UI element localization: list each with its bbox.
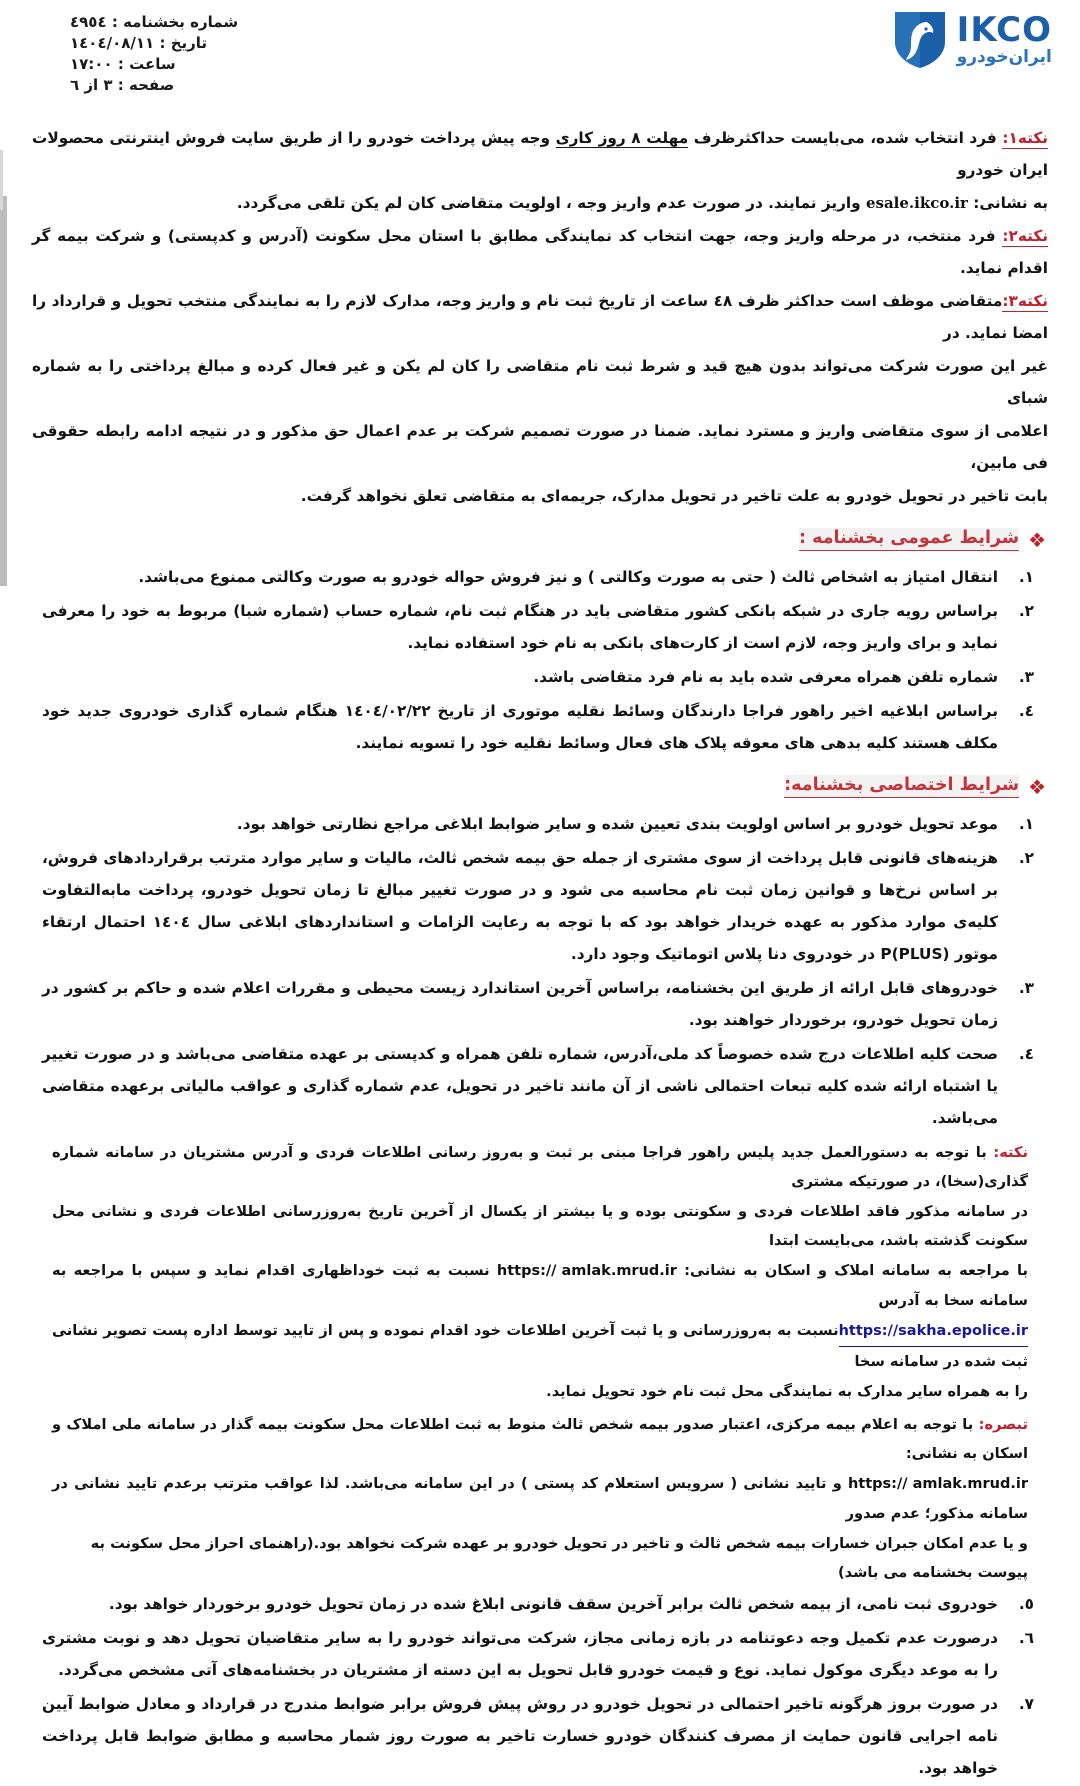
circular-number-row	[70, 12, 320, 33]
list-item-number: ٧.	[1018, 1695, 1034, 1713]
note-1-cont-after: واریز نمایند. در صورت عدم واریز وجه ، اولویت متقاضی کان لم یکن تلقی می‌گردد.	[236, 194, 866, 212]
circular-number-value: ٤٩٥٤	[70, 13, 107, 31]
note-1-paragraph	[18, 122, 1062, 186]
list-item-number: ٢.	[1018, 849, 1034, 867]
note-1-continuation	[18, 187, 1062, 219]
note-2-text: فرد منتخب، در مرحله واریز وجه، جهت انتخاب کد نمایندگی مطابق با استان محل سکونت (آدرس و کدپستی) و شرکت بیمه گر اقدام نماید.	[32, 227, 1048, 277]
ikco-logo-text	[956, 9, 1052, 67]
list-item	[42, 695, 1034, 759]
tabsareh-label: تبصره:	[978, 1416, 1028, 1433]
police-note-line-1	[52, 1138, 1028, 1196]
list-item-text: صحت کلیه اطلاعات درج شده خصوصاً کد ملی،آدرس، شماره تلفن همراه و کدپستی بر عهده متقاضی می‌باشد و در صورت تغییر یا اشتباه ارائه شده کلیه تبعات احتمالی ناشی از آن مانند تاخیر در تحویل، عدم شماره گذاری و عواقب مالیاتی برعهده متقاضی می‌باشد.	[42, 1045, 998, 1127]
circular-date-label: تاریخ :	[159, 34, 208, 52]
section-title-general: شرایط عمومی بخشنامه :	[799, 528, 1019, 551]
list-item-text: براساس ابلاغیه اخیر راهور فراجا دارندگان وسائط نقلیه موتوری از تاریخ ١٤٠٤/٠٢/٢٢ هنگام شماره گذاری خودروی جدید خود مکلف هستند کلیه بدهی های معوقه پلاک های فعال وسائط نقلیه خود را تسویه نمایند.	[42, 702, 998, 752]
circular-time-label: ساعت :	[117, 55, 176, 73]
police-note-text-5: را به همراه سایر مدارک به نمایندگی محل ثبت نام خود تحویل نماید.	[546, 1383, 1028, 1400]
section-title-specific: شرایط اختصاصی بخشنامه:	[784, 775, 1019, 798]
intro-line-3-text: بابت تاخیر در تحویل خودرو به علت تاخیر در تحویل مدارک، جریمه‌ای به متقاضی تعلق نخواهد گرفت.	[300, 487, 1048, 505]
circular-number-label: شماره بخشنامه :	[111, 13, 239, 31]
intro-line-3	[18, 480, 1062, 512]
ikco-logo-latin: IKCO	[956, 9, 1052, 50]
note-1-underlined-deadline: مهلت ٨ روز کاری	[555, 129, 689, 147]
circular-page-label: صفحه :	[117, 76, 175, 94]
police-note-text-1: با توجه به دستورالعمل جدید پلیس راهور فراجا مبنی بر ثبت و به‌روز رسانی اطلاعات فردی و آدرس مشتریان در سامانه شماره گذاری(سخا)، در صورتیکه مشتری	[52, 1144, 1028, 1190]
police-sakha-note	[18, 1138, 1062, 1406]
list-item-text: خودروی ثبت نامی، از بیمه شخص ثالث برابر آخرین سقف قانونی ابلاغ شده در زمان تحویل خودرو برخوردار خواهد بود.	[108, 1595, 998, 1613]
list-item-text: براساس رویه جاری در شبکه بانکی کشور متقاضی باید در هنگام ثبت نام، شماره حساب (شماره شبا) مربوط به خود را معرفی نماید و برای واریز وجه، لازم است از کارت‌های بانکی به نام خود استفاده نماید.	[42, 602, 998, 652]
list-item	[42, 595, 1034, 659]
tabsareh-line-1	[52, 1410, 1028, 1468]
police-note-label: نکته:	[993, 1144, 1028, 1161]
ikco-logo-persian: ایران‌خودرو	[956, 46, 1052, 67]
list-item-text: موعد تحویل خودرو بر اساس اولویت بندی تعیین شده و سایر ضوابط ابلاغی مراجع نظارتی خواهد بود.	[236, 815, 998, 833]
note-1-text-before: فرد انتخاب شده، می‌بایست حداکثرظرف	[688, 129, 1003, 147]
list-item-number: ٣.	[1018, 979, 1034, 997]
circular-time-row	[70, 54, 320, 75]
list-item-number: ٢.	[1018, 602, 1034, 620]
list-item-number: ١.	[1018, 815, 1034, 833]
scan-artifact-left-strip	[0, 196, 7, 586]
list-item-text: خودروهای قابل ارائه از طریق این بخشنامه، براساس آخرین استاندارد زیست محیطی و مقررات اعلام شده و حاکم بر کشور در زمان تحویل خودرو، برخوردار خواهند بود.	[42, 979, 998, 1029]
police-note-text-4-after: نسبت به به‌روزرسانی و یا ثبت آخرین اطلاعات خود اقدام نموده و پس از تایید توسط اداره پست تصویر نشانی ثبت شده در سامانه سخا	[52, 1322, 1028, 1370]
intro-line-1: غیر این صورت شرکت می‌تواند بدون هیچ قید و شرط ثبت نام متقاضی را کان لم یکن و غیر فعال کرده و مبالغ پرداختی را به شماره شبای	[32, 357, 1048, 407]
tabsareh-line-2	[52, 1469, 1028, 1528]
tabsareh-insurance-note	[18, 1410, 1062, 1587]
note-2-label: نکته٢:	[1002, 227, 1048, 245]
general-conditions-list	[18, 561, 1062, 759]
police-note-text-3-after: نسبت به ثبت خوداظهاری اقدام نماید و سپس با مراجعه به سامانه سخا به آدرس	[52, 1262, 1028, 1309]
item-2-text-part-2: در خودروی دنا پلاس اتوماتیک وجود دارد.	[570, 945, 881, 963]
list-item-number: ٤.	[1018, 702, 1034, 720]
sakha-epolice-link[interactable]: https://sakha.epolice.ir	[839, 1317, 1028, 1347]
list-item-text: شماره تلفن همراه معرفی شده باید به نام فرد متقاضی باشد.	[533, 668, 998, 686]
circular-time-value: ١٧:٠٠	[70, 55, 113, 73]
circular-page-row	[70, 75, 320, 96]
list-item	[42, 808, 1034, 840]
section-header-general	[18, 528, 1046, 551]
specific-conditions-list-continued	[18, 1588, 1062, 1784]
tabsareh-text-1: با توجه به اعلام بیمه مرکزی، اعتبار صدور بیمه شخص ثالث منوط به ثبت اطلاعات محل سکونت بیمه گذار در سامانه ملی املاک و اسکان به نشانی:	[52, 1416, 1028, 1462]
list-item-number: ٥.	[1018, 1595, 1034, 1613]
engine-code-pplus: P(PLUS)	[880, 945, 950, 963]
police-note-line-2: در سامانه مذکور فاقد اطلاعات فردی و سکونتی بوده و یا بیشتر از یکسال از آخرین تاریخ به‌روزرسانی اطلاعات فردی و نشانی محل سکونت گذشته باشد، می‌بایست ابتدا	[52, 1203, 1028, 1249]
amlak-mrud-link-1[interactable]: https:// amlak.mrud.ir	[496, 1263, 677, 1279]
amlak-mrud-link-2[interactable]: https:// amlak.mrud.ir	[847, 1476, 1028, 1492]
flower-bullet-icon: ❖	[1028, 774, 1046, 799]
list-item	[42, 1688, 1034, 1784]
specific-conditions-list	[18, 808, 1062, 1134]
list-item-text: درصورت عدم تکمیل وجه دعوتنامه در بازه زمانی مجاز، شرکت می‌تواند خودرو را به سایر متقاضیان تحویل دهد و نوبت مشتری را به موعد دیگری موکول نماید. نوع و قیمت خودرو قابل تحویل به این دسته از مشتریان در بخشنامه‌های آتی مشخص می‌گردد.	[42, 1629, 998, 1679]
tabsareh-text-2-after: و تایید نشانی ( سرویس استعلام کد پستی ) در این سامانه می‌باشد. لذا عواقب مترتب برعدم تایید نشانی در سامانه مذکور؛ عدم صدور	[52, 1475, 1028, 1522]
list-item-text: انتقال امتیاز به اشخاص ثالث ( حتی به صورت وکالتی ) و نیز فروش حواله خودرو به صورت وکالتی ممنوع می‌باشد.	[138, 568, 998, 586]
circular-date-value: ١٤٠٤/٠٨/١١	[70, 34, 155, 52]
list-item	[42, 1038, 1034, 1134]
list-item	[42, 561, 1034, 593]
list-item-number: ٤.	[1018, 1045, 1034, 1063]
scan-artifact-left-strip-top	[0, 150, 3, 210]
list-item-number: ٦.	[1018, 1629, 1034, 1647]
note-3-label: نکته٣:	[1002, 292, 1048, 310]
note-1-text-after: وجه پیش پرداخت خودرو را از طریق سایت فروش اینترنتی محصولات ایران خودرو	[32, 129, 1048, 179]
note-1-cont-before: به نشانی:	[967, 194, 1048, 212]
list-item	[42, 1588, 1034, 1620]
circular-page-value: ٣ از ٦	[70, 76, 113, 94]
ikco-logo	[893, 8, 1052, 70]
note-2-paragraph	[18, 220, 1062, 284]
list-item	[42, 661, 1034, 693]
list-item	[42, 972, 1034, 1036]
circular-date-row	[70, 33, 320, 54]
intro-line-2: اعلامی از سوی متقاضی واریز و مسترد نماید. ضمنا در صورت تصمیم شرکت بر عدم اعمال حق مذکور و در نتیجه ادامه رابطه حقوقی فی مابین،	[32, 422, 1048, 472]
document-header	[0, 0, 1080, 118]
esale-ikco-link[interactable]: esale.ikco.ir	[865, 194, 968, 212]
police-note-line-3	[52, 1256, 1028, 1315]
note-3-text: متقاضی موظف است حداکثر ظرف ٤٨ ساعت از تاریخ ثبت نام و واریز وجه، مدارک لازم را به نمایندگی منتخب تحویل و قرارداد را امضا نماید. در	[32, 292, 1048, 342]
list-item-text: در صورت بروز هرگونه تاخیر احتمالی در تحویل خودرو در روش پیش فروش برابر ضوابط مندرج در قرارداد و معادل ضوابط آیین نامه اجرایی قانون حمایت از مصرف کنندگان خودرو خسارت تاخیر به صورت روز شمار محاسبه و مطابق ضوابط قابل پرداخت خواهد بود.	[42, 1695, 998, 1777]
document-body	[18, 122, 1062, 1786]
item-2-text-part-1: هزینه‌های قانونی قابل پرداخت از سوی مشتری از جمله حق بیمه شخص ثالث، مالیات و سایر موارد مترتب برقراردادهای فروش، بر اساس نرخ‌ها و قوانین زمان ثبت نام محاسبه می شود و در صورت تغییر مبالغ تا زمان تحویل خودرو، پرداخت مابه‌التفاوت کلیه‌ی موارد مذکور به عهده خریدار خواهد بود که با توجه به رعایت الزامات و استانداردهای ابلاغی سال ١٤٠٤ احتمال ارتقاء موتور	[42, 849, 998, 963]
list-item-number: ١.	[1018, 568, 1034, 586]
ikco-shield-horse-icon	[893, 8, 947, 70]
list-item	[42, 842, 1034, 970]
section-header-specific	[18, 775, 1046, 798]
note-3-paragraph	[18, 285, 1062, 349]
police-note-line-4	[52, 1316, 1028, 1376]
list-item	[42, 1622, 1034, 1686]
note-1-label: نکته١:	[1002, 129, 1048, 147]
police-note-line-5	[52, 1377, 1028, 1406]
circular-metadata	[70, 12, 320, 96]
flower-bullet-icon: ❖	[1028, 527, 1046, 552]
list-item-number: ٣.	[1018, 668, 1034, 686]
police-note-text-3-before: با مراجعه به سامانه املاک و اسکان به نشانی:	[676, 1262, 1029, 1279]
tabsareh-line-3: و یا عدم امکان جبران خسارات بیمه شخص ثالث و تاخیر در تحویل خودرو بر عهده شرکت نخواهد بود.(راهنمای احراز محل سکونت به پیوست بخشنامه می باشد)	[90, 1535, 1028, 1581]
list-item-text	[42, 842, 998, 970]
